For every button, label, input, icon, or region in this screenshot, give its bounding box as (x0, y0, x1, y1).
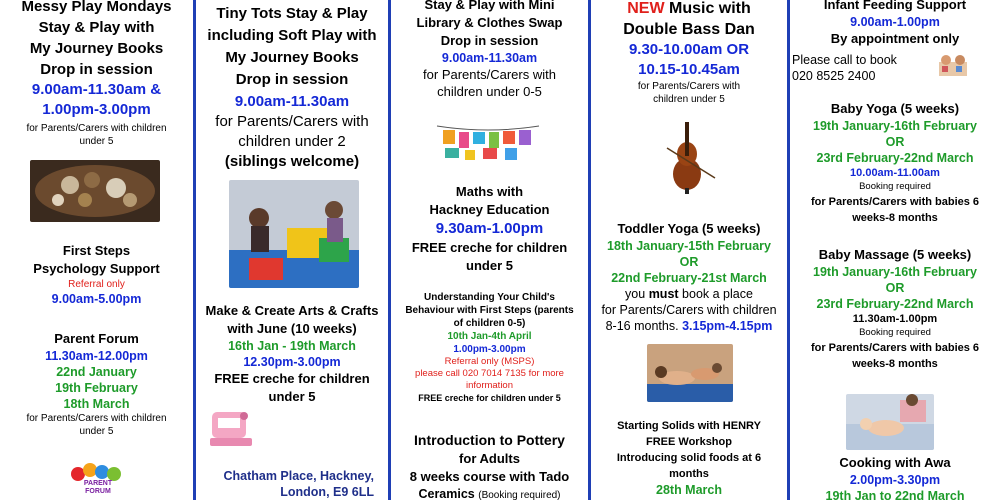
baby-yoga-audience-2: weeks-8 months (852, 212, 938, 224)
feeding-call-block (790, 52, 1000, 84)
music-audience-2: children under 5 (653, 94, 725, 105)
cooking-date: 19th Jan to 22nd March (825, 489, 965, 500)
messy-play-block (0, 0, 193, 148)
messy-title-1: Messy Play Mondays (21, 0, 172, 15)
mini-library-block (391, 0, 588, 100)
library-title-3: Drop in session (440, 33, 539, 48)
address-line-2: London, E9 6LL (280, 485, 374, 499)
music-title-2: Double Bass Dan (623, 21, 755, 38)
tots-title-2: including Soft Play with (207, 27, 377, 44)
massage-time: 11.30am-1.00pm (852, 313, 938, 325)
yoga-or: OR (679, 255, 699, 269)
solids-title-2: FREE Workshop (646, 436, 732, 448)
infant-feeding-block (790, 0, 1000, 48)
massage-title: Baby Massage (5 weeks) (818, 247, 972, 262)
music-time-1: 9.30-10.00am OR (628, 41, 750, 58)
music-block (591, 0, 787, 106)
yoga-line-2: for Parents/Carers with children (601, 303, 777, 317)
library-title-1: Stay & Play with Mini (424, 0, 555, 12)
toddler-yoga-photo (647, 344, 733, 402)
address-block (196, 468, 388, 500)
maths-title-1: Maths with (455, 184, 524, 199)
baby-yoga-time: 10.00am-11.00am (850, 167, 940, 179)
first-steps-time: 9.00am-5.00pm (51, 292, 142, 306)
feeding-note: By appointment only (830, 31, 960, 46)
tots-audience-2: children under 2 (238, 133, 346, 150)
arts-crafts-block (196, 302, 388, 406)
massage-booking: Booking required (859, 327, 931, 338)
feeding-icon (938, 52, 968, 78)
behaviour-note-3: information (466, 380, 513, 391)
yoga-line-3-row (595, 318, 783, 334)
column-1 (0, 0, 196, 500)
library-time: 9.00am-11.30am (441, 51, 538, 65)
arts-time: 12.30pm-3.00pm (243, 355, 341, 369)
tots-title-1: Tiny Tots Stay & Play (216, 5, 368, 22)
baby-yoga-audience-1: for Parents/Carers with babies 6 (810, 196, 980, 208)
baby-massage-block (790, 246, 1000, 372)
pottery-course-note: (Booking required) (478, 490, 561, 500)
clothes-line-image (435, 120, 541, 162)
cooking-title: Cooking with Awa (839, 455, 951, 470)
tots-title-3: My Journey Books (225, 49, 359, 66)
forum-date-2: 19th February (55, 381, 138, 395)
messy-title-3: My Journey Books (29, 40, 164, 57)
messy-time-1: 9.00am-11.30am & (31, 81, 162, 98)
baby-yoga-booking: Booking required (859, 181, 931, 192)
starting-solids-block (591, 418, 787, 498)
behaviour-time: 1.00pm-3.00pm (453, 344, 526, 355)
baby-massage-photo (846, 394, 934, 450)
column-4 (591, 0, 790, 500)
solids-title-1: Starting Solids with HENRY (617, 420, 761, 432)
maths-block (391, 183, 588, 275)
library-audience-1: for Parents/Carers with (423, 67, 556, 82)
double-bass-image (653, 118, 723, 194)
yoga-line-1-a: you (625, 287, 646, 301)
baby-yoga-or: OR (885, 135, 905, 149)
first-steps-title-1: First Steps (62, 243, 131, 258)
forum-title: Parent Forum (54, 331, 139, 346)
solids-title-3: Introducing solid foods at 6 (616, 452, 762, 464)
cooking-block (790, 454, 1000, 500)
yoga-line-1-c: book a place (682, 287, 753, 301)
baby-yoga-title: Baby Yoga (5 weeks) (830, 101, 960, 116)
first-steps-note: Referral only (68, 279, 125, 290)
toddler-yoga-block (591, 220, 787, 334)
yoga-date-1: 18th January-15th February (607, 239, 771, 253)
first-steps-block (0, 242, 193, 307)
maths-creche-2: under 5 (466, 258, 513, 273)
forum-date-3: 18th March (63, 397, 130, 411)
address-line-1: Chatham Place, Hackney, (223, 469, 374, 483)
baby-yoga-date-2: 23rd February-22nd March (816, 151, 974, 165)
pottery-title-2: for Adults (459, 451, 520, 466)
feeding-call-2: 020 8525 2400 (792, 69, 876, 83)
tiny-tots-block (196, 3, 388, 172)
arts-title-1: Make & Create Arts & Crafts (205, 303, 379, 318)
massage-date-1: 19th January-16th February (813, 265, 977, 279)
solids-date: 28th March (656, 483, 722, 497)
forum-audience-1: for Parents/Carers with children (26, 413, 167, 424)
column-3 (391, 0, 591, 500)
sewing-machine-image (208, 404, 254, 448)
behaviour-note-1: Referral only (MSPS) (444, 356, 535, 367)
messy-audience-1: for Parents/Carers with children (26, 123, 167, 134)
massage-audience-1: for Parents/Carers with babies 6 (810, 342, 980, 354)
arts-title-2: with June (10 weeks) (227, 321, 357, 336)
baby-yoga-date-1: 19th January-16th February (813, 119, 977, 133)
forum-logo-text-1: PARENT (83, 480, 113, 487)
forum-audience-2: under 5 (79, 426, 114, 437)
yoga-line-1-b: must (648, 287, 679, 301)
parent-forum-block (0, 330, 193, 438)
behaviour-title-3: of children 0-5) (453, 318, 526, 329)
feeding-title: Infant Feeding Support (823, 0, 967, 12)
pottery-course-1: 8 weeks course with Tado (409, 469, 570, 484)
maths-title-2: Hackney Education (429, 202, 550, 217)
yoga-date-2: 22nd February-21st March (611, 271, 767, 285)
arts-date: 16th Jan - 19th March (228, 339, 356, 353)
yoga-title: Toddler Yoga (5 weeks) (617, 221, 761, 236)
yoga-time: 3.15pm-4.15pm (682, 319, 773, 333)
messy-audience-2: under 5 (79, 136, 114, 147)
behaviour-block (391, 291, 588, 405)
library-title-2: Library & Clothes Swap (416, 15, 563, 30)
yoga-line-1 (595, 286, 783, 302)
pottery-block (391, 430, 588, 500)
messy-time-2: 1.00pm-3.00pm (42, 101, 151, 118)
tots-time: 9.00am-11.30am (234, 93, 350, 110)
first-steps-title-2: Psychology Support (33, 261, 160, 276)
pottery-course-line (395, 486, 584, 500)
massage-date-2: 23rd February-22nd March (816, 297, 974, 311)
forum-logo-text-2: FORUM (85, 488, 111, 495)
column-2 (196, 0, 391, 500)
cooking-time: 2.00pm-3.30pm (849, 473, 941, 487)
music-title-1: Music with (669, 0, 751, 17)
music-title-line-1 (595, 0, 783, 19)
baby-yoga-block (790, 100, 1000, 226)
behaviour-creche: FREE creche for children under 5 (418, 393, 561, 403)
massage-or: OR (885, 281, 905, 295)
music-audience-1: for Parents/Carers with (637, 81, 741, 92)
maths-creche-1: FREE creche for children (411, 240, 568, 255)
solids-title-4: months (669, 468, 709, 480)
massage-audience-2: weeks-8 months (852, 358, 938, 370)
forum-time: 11.30am-12.00pm (45, 349, 148, 363)
yoga-line-3: 8-16 months. (605, 319, 679, 333)
behaviour-note-2: please call 020 7014 7135 for more (415, 368, 564, 379)
music-time-2: 10.15-10.45am (638, 61, 740, 78)
tots-audience-1: for Parents/Carers with (215, 113, 369, 130)
tots-note: (siblings welcome) (224, 153, 360, 170)
feeding-time: 9.00am-1.00pm (850, 15, 940, 29)
behaviour-title-1: Understanding Your Child's (424, 292, 555, 303)
messy-play-photo (30, 160, 160, 222)
music-new-label: NEW (627, 0, 665, 17)
tots-title-4: Drop in session (235, 71, 349, 88)
forum-date-1: 22nd January (56, 365, 137, 379)
arts-creche-2: under 5 (268, 389, 316, 404)
soft-play-photo (229, 180, 359, 288)
arts-creche-1: FREE creche for children (214, 371, 370, 386)
feeding-call-1: Please call to book (792, 53, 897, 67)
column-5 (790, 0, 1000, 500)
parent-forum-logo (68, 462, 128, 500)
maths-time: 9.30am-1.00pm (435, 220, 544, 237)
messy-title-4: Drop in session (40, 61, 153, 78)
library-audience-2: children under 0-5 (437, 84, 542, 99)
pottery-title-1: Introduction to Pottery (414, 432, 565, 448)
behaviour-title-2: Behaviour with First Steps (parents (405, 305, 574, 316)
pottery-course-2: Ceramics (418, 487, 475, 500)
messy-title-2: Stay & Play with (38, 19, 155, 36)
behaviour-date: 10th Jan-4th April (447, 331, 532, 342)
